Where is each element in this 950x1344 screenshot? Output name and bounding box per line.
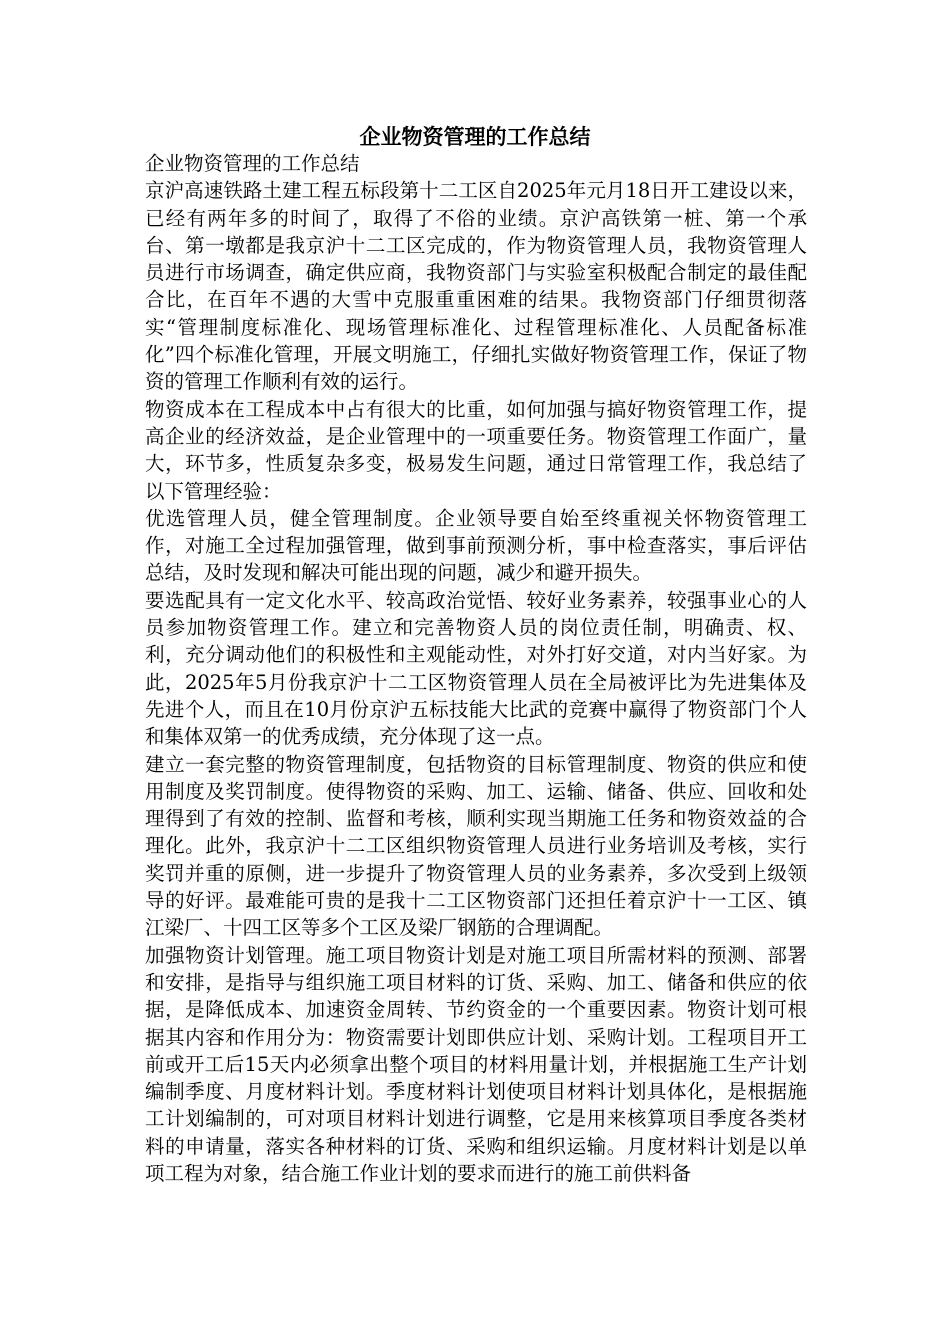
paragraph-cost: 物资成本在工程成本中占有很大的比重，如何加强与搞好物资管理工作，提高企业的经济效益，是企业管理中的一项重要任务。物资管理工作面广，量大，环节多，性质复杂多变，极易发生问题，通过日常管理工作，我总结了以下管理经验：: [145, 397, 807, 503]
paragraph-personnel: 优选管理人员，健全管理制度。企业领导要自始至终重视关怀物资管理工作，对施工全过程加强管理，做到事前预测分析，事中检查落实，事后评估总结，及时发现和解决可能出现的问题，减少和避开损失。: [145, 506, 807, 585]
paragraph-intro: 京沪高速铁路土建工程五标段第十二工区自2025年元月18日开工建设以来，已经有两年多的时间了，取得了不俗的业绩。京沪高铁第一桩、第一个承台、第一墩都是我京沪十二工区完成的，作为物资管理人员，我物资管理人员进行市场调查，确定供应商，我物资部门与实验室积极配合制定的最佳配合比，在百年不遇的大雪中克服重重困难的结果。我物资部门仔细贯彻落实“管理制度标准化、现场管理标准化、过程管理标准化、人员配备标准化”四个标准化管理，开展文明施工，仔细扎实做好物资管理工作，保证了物资的管理工作顺利有效的运行。: [145, 179, 807, 394]
document-body: [145, 150, 807, 1187]
paragraph-planning: 加强物资计划管理。施工项目物资计划是对施工项目所需材料的预测、部署和安排，是指导与组织施工项目材料的订货、采购、加工、储备和供应的依据，是降低成本、加速资金周转、节约资金的一个重要因素。物资计划可根据其内容和作用分为：物资需要计划即供应计划、采购计划。工程项目开工前或开工后15天内必须拿出整个项目的材料用量计划，并根据施工生产计划编制季度、月度材料计划。季度材料计划使项目材料计划具体化，是根据施工计划编制的，可对项目材料计划进行调整，它是用来核算项目季度各类材料的申请量，落实各种材料的订货、采购和组织运输。月度材料计划是以单项工程为对象，结合施工作业计划的要求而进行的施工前供料备: [145, 943, 807, 1185]
document-title: 企业物资管理的工作总结: [359, 124, 591, 149]
paragraph-subtitle: 企业物资管理的工作总结: [145, 152, 360, 175]
paragraph-staffing: 要选配具有一定文化水平、较高政治觉悟、较好业务素养，较强事业心的人员参加物资管理工作。建立和完善物资人员的岗位责任制，明确责、权、利，充分调动他们的积极性和主观能动性，对外打好交道，对内当好家。为此，2025年5月份我京沪十二工区物资管理人员在全局被评比为先进集体及先进个人，而且在10月份京沪五标技能大比武的竞赛中赢得了物资部门个人和集体双第一的优秀成绩，充分体现了这一点。: [145, 588, 807, 749]
paragraph-system: 建立一套完整的物资管理制度，包括物资的目标管理制度、物资的供应和使用制度及奖罚制度。使得物资的采购、加工、运输、储备、供应、回收和处理得到了有效的控制、监督和考核，顺利实现当期施工任务和物资效益的合理化。此外，我京沪十二工区组织物资管理人员进行业务培训及考核，实行奖罚并重的原侧，进一步提升了物资管理人员的业务素养，多次受到上级领导的好评。最难能可贵的是我十二工区物资部门还担任着京沪十一工区、镇江梁厂、十四工区等多个工区及梁厂钢筋的合理调配。: [145, 752, 807, 940]
